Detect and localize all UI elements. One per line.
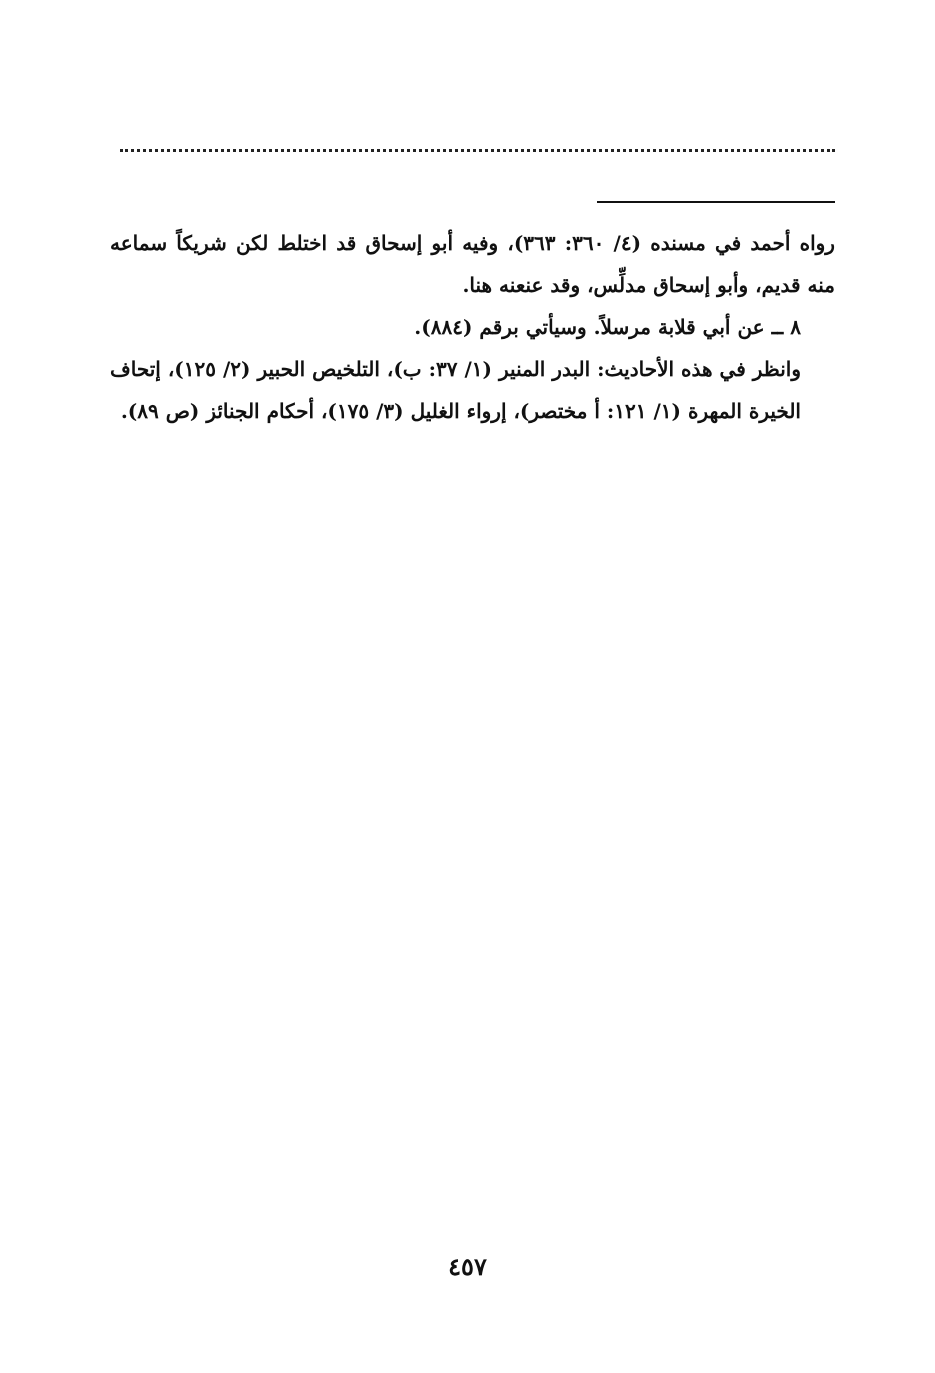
footnote-paragraph: وانظر في هذه الأحاديث: البدر المنير (١/ ٣٧: ب)، التلخيص الحبير (٢/ ١٢٥)، إتحاف الخيرة المهرة (١/ ١٢١: أ مختصر)، إرواء الغليل (٣/ ١٧٥)، أحكام الجنائز (ص ٨٩).: [110, 357, 801, 423]
footnote-rule: [597, 201, 835, 203]
footnote-paragraph: ٨ ــ عن أبي قلابة مرسلاً. وسيأتي برقم (٨٨٤).: [414, 315, 801, 339]
page-number: ٤٥٧: [448, 1252, 487, 1281]
dotted-separator: [120, 149, 835, 152]
footnotes-section: [110, 222, 835, 432]
footnote-paragraph: رواه أحمد في مسنده (٤/ ٣٦٠: ٣٦٣)، وفيه أبو إسحاق قد اختلط لكن شريكاً سماعه منه قديم، وأبو إسحاق مدلِّس، وقد عنعنه هنا.: [110, 231, 835, 297]
